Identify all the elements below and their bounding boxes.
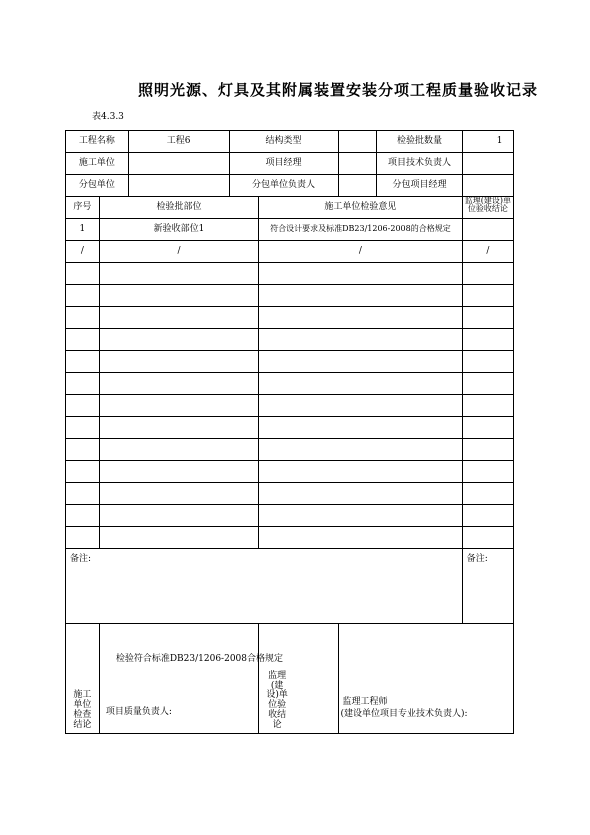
row-location (99, 373, 258, 395)
row-supervision-conclusion (462, 351, 513, 373)
table-row-empty (66, 373, 514, 395)
conclusion-row (66, 624, 514, 734)
row-construction-opinion (259, 263, 463, 285)
supervision-conclusion-label: 监理(建设)单位验收结论 (266, 670, 288, 731)
row-location (99, 439, 258, 461)
row-seq (66, 307, 100, 329)
inspection-form-table (65, 130, 514, 734)
row-supervision-conclusion (462, 461, 513, 483)
row-location: 新验收部位1 (99, 219, 258, 241)
row-supervision-conclusion (462, 307, 513, 329)
col-supervision-conclusion-header: 监理(建设)单位验收结论 (462, 197, 513, 219)
remarks-row (66, 549, 514, 624)
table-row-empty (66, 263, 514, 285)
row-supervision-conclusion (462, 439, 513, 461)
owner-lead-label: (建设单位项目专业技术负责人): (340, 709, 468, 719)
row-construction-opinion (259, 373, 463, 395)
row-supervision-conclusion (462, 329, 513, 351)
row-supervision-conclusion (462, 395, 513, 417)
table-row-empty (66, 483, 514, 505)
row-supervision-conclusion (462, 417, 513, 439)
row-construction-opinion (259, 395, 463, 417)
header-row-2 (66, 153, 514, 175)
row-supervision-conclusion (462, 373, 513, 395)
table-row (66, 219, 514, 241)
row-supervision-conclusion (462, 527, 513, 549)
form-table-container (65, 130, 514, 735)
row-supervision-conclusion (462, 483, 513, 505)
construction-unit-value (128, 153, 229, 175)
page-title: 照明光源、灯具及其附属装置安装分项工程质量验收记录 (138, 81, 539, 99)
project-manager-value (338, 153, 377, 175)
row-construction-opinion (259, 505, 463, 527)
row-location (99, 329, 258, 351)
tech-lead-value (462, 153, 513, 175)
row-location (99, 285, 258, 307)
col-seq-header: 序号 (66, 197, 100, 219)
row-construction-opinion: / (259, 241, 463, 263)
row-construction-opinion (259, 439, 463, 461)
row-construction-opinion (259, 307, 463, 329)
table-row-empty (66, 351, 514, 373)
row-supervision-conclusion (462, 263, 513, 285)
row-supervision-conclusion: / (462, 241, 513, 263)
subcontractor-value (128, 175, 229, 197)
project-manager-label: 项目经理 (229, 153, 338, 175)
row-location (99, 417, 258, 439)
row-location (99, 505, 258, 527)
row-construction-opinion (259, 461, 463, 483)
row-construction-opinion (259, 483, 463, 505)
subcontractor-label: 分包单位 (66, 175, 129, 197)
row-construction-opinion (259, 417, 463, 439)
row-supervision-conclusion (462, 285, 513, 307)
row-seq (66, 373, 100, 395)
row-location (99, 307, 258, 329)
row-seq (66, 439, 100, 461)
remarks-left: 备注: (66, 549, 463, 624)
batch-count-value: 1 (462, 131, 513, 153)
construction-conclusion-text: 检验符合标准DB23/1206-2008合格规定 (115, 654, 283, 664)
structure-type-label: 结构类型 (229, 131, 338, 153)
structure-type-value (338, 131, 377, 153)
quality-lead-label: 项目质量负责人: (105, 707, 172, 717)
row-seq (66, 461, 100, 483)
supervision-conclusion-cell (338, 624, 513, 734)
engineer-label: 监理工程师 (342, 697, 388, 707)
construction-conclusion-label: 施工单位检查结论 (73, 690, 92, 731)
row-seq (66, 417, 100, 439)
sub-lead-value (338, 175, 377, 197)
table-row (66, 241, 514, 263)
sub-lead-label: 分包单位负责人 (229, 175, 338, 197)
row-seq (66, 505, 100, 527)
row-seq: / (66, 241, 100, 263)
table-row-empty (66, 461, 514, 483)
batch-count-label: 检验批数量 (377, 131, 462, 153)
table-row-empty (66, 285, 514, 307)
table-row-empty (66, 395, 514, 417)
row-location (99, 461, 258, 483)
row-location (99, 483, 258, 505)
empty-rows (66, 263, 514, 549)
sub-manager-value (462, 175, 513, 197)
table-row-empty (66, 329, 514, 351)
col-construction-opinion-header: 施工单位检验意见 (259, 197, 463, 219)
sub-manager-label: 分包项目经理 (377, 175, 462, 197)
table-row-empty (66, 527, 514, 549)
table-row-empty (66, 417, 514, 439)
row-supervision-conclusion (462, 219, 513, 241)
construction-unit-label: 施工单位 (66, 153, 129, 175)
row-seq (66, 527, 100, 549)
row-construction-opinion (259, 329, 463, 351)
row-seq (66, 351, 100, 373)
col-location-header: 检验批部位 (99, 197, 258, 219)
row-seq: 1 (66, 219, 100, 241)
project-name-value: 工程6 (128, 131, 229, 153)
row-location (99, 263, 258, 285)
row-seq (66, 329, 100, 351)
header-row-1 (66, 131, 514, 153)
project-name-label: 工程名称 (66, 131, 129, 153)
tech-lead-label: 项目技术负责人 (377, 153, 462, 175)
header-row-3 (66, 175, 514, 197)
row-seq (66, 263, 100, 285)
row-supervision-conclusion (462, 505, 513, 527)
row-location (99, 351, 258, 373)
row-seq (66, 395, 100, 417)
row-location (99, 395, 258, 417)
table-row-empty (66, 505, 514, 527)
row-construction-opinion (259, 285, 463, 307)
column-header-row (66, 197, 514, 219)
row-location (99, 527, 258, 549)
row-location: / (99, 241, 258, 263)
row-seq (66, 285, 100, 307)
row-seq (66, 483, 100, 505)
form-number: 表4.3.3 (92, 112, 124, 122)
remarks-right: 备注: (462, 549, 513, 624)
row-construction-opinion (259, 351, 463, 373)
row-construction-opinion (259, 527, 463, 549)
table-row-empty (66, 307, 514, 329)
table-row-empty (66, 439, 514, 461)
row-construction-opinion: 符合设计要求及标准DB23/1206-2008的合格规定 (259, 219, 463, 241)
